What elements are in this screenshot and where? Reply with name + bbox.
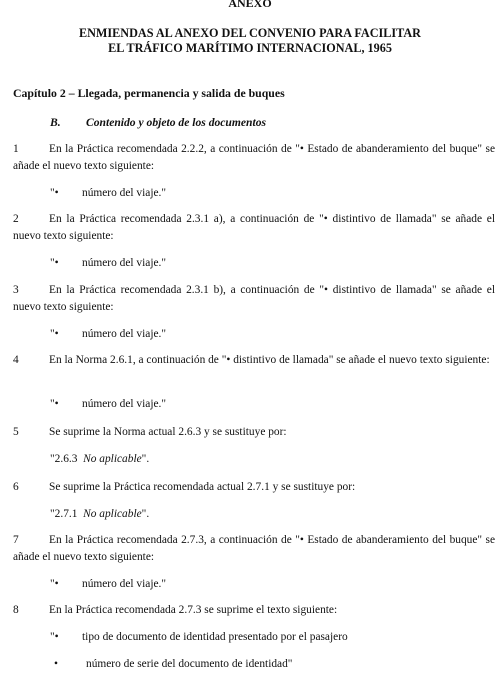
quote-3: [50, 326, 166, 342]
quote-text: número del viaje.": [82, 398, 167, 410]
quote-mark: "•: [50, 631, 59, 643]
paragraph-text: En la Práctica recomendada 2.3.1 b), a continuación de "• distintivo de llamada" se añade el nuevo texto siguiente:: [13, 284, 495, 313]
quote-mark: "•: [50, 257, 59, 269]
title-line-2: EL TRÁFICO MARÍTIMO INTERNACIONAL, 1965: [108, 41, 392, 55]
quote-6: [50, 506, 149, 522]
quote-end: ".: [141, 508, 150, 520]
paragraph-text: Se suprime la Norma actual 2.6.3 y se sustituye por:: [49, 426, 287, 438]
quote-text: número del viaje.": [82, 578, 167, 590]
paragraph-text: En la Norma 2.6.1, a continuación de "• distintivo de llamada" se añade el nuevo texto siguiente:: [49, 354, 490, 366]
section-title: Contenido y objeto de los documentos: [86, 116, 267, 129]
paragraph-4: [13, 352, 495, 369]
quote-7: [50, 576, 166, 592]
quote-mark: "•: [50, 187, 59, 199]
paragraph-number: 7: [13, 534, 19, 546]
quote-5: [50, 451, 149, 467]
paragraph-text: En la Práctica recomendada 2.7.3 se suprime el texto siguiente:: [49, 604, 338, 616]
paragraph-text: En la Práctica recomendada 2.7.3, a continuación de "• Estado de abanderamiento del buque" se añade el nuevo texto siguiente:: [13, 534, 495, 563]
paragraph-8: [13, 602, 495, 619]
paragraph-number: 6: [13, 481, 19, 493]
quote-italic: No aplicable: [83, 508, 142, 520]
paragraph-1: [13, 141, 495, 174]
paragraph-number: 4: [13, 354, 19, 366]
quote-end: ".: [141, 453, 150, 465]
quote-italic: No aplicable: [83, 453, 142, 465]
quote-text: número del viaje.": [82, 257, 167, 269]
paragraph-3: [13, 282, 495, 315]
quote-text: número de serie del documento de identidad": [86, 658, 293, 670]
quote-1: [50, 185, 166, 201]
paragraph-text: En la Práctica recomendada 2.3.1 a), a continuación de "• distintivo de llamada" se añade el nuevo texto siguiente:: [13, 213, 495, 242]
quote-8b: [50, 656, 292, 672]
section-letter: B.: [50, 116, 61, 129]
quote-ref: "2.7.1: [50, 508, 78, 520]
quote-4: [50, 396, 166, 412]
quote-mark: "•: [50, 578, 59, 590]
quote-text: tipo de documento de identidad presentado por el pasajero: [82, 631, 348, 643]
chapter-heading: Capítulo 2 – Llegada, permanencia y salida de buques: [13, 86, 285, 100]
quote-text: número del viaje.": [82, 187, 167, 199]
paragraph-number: 5: [13, 426, 19, 438]
quote-text: número del viaje.": [82, 328, 167, 340]
paragraph-5: [13, 424, 495, 441]
annex-heading: ANEXO: [228, 0, 272, 10]
quote-mark: "•: [50, 328, 59, 340]
paragraph-7: [13, 532, 495, 565]
paragraph-number: 2: [13, 213, 19, 225]
quote-8a: [50, 629, 348, 645]
paragraph-text: En la Práctica recomendada 2.2.2, a continuación de "• Estado de abanderamiento del buque" se añade el nuevo texto siguiente:: [13, 143, 495, 172]
section-heading: [50, 116, 266, 129]
paragraph-6: [13, 479, 495, 496]
paragraph-2: [13, 211, 495, 244]
quote-ref: "2.6.3: [50, 453, 78, 465]
quote-mark: "•: [50, 398, 59, 410]
quote-mark: •: [54, 658, 58, 670]
title-line-1: ENMIENDAS AL ANEXO DEL CONVENIO PARA FACILITAR: [79, 26, 421, 40]
paragraph-number: 3: [13, 284, 19, 296]
paragraph-number: 8: [13, 604, 19, 616]
paragraph-number: 1: [13, 143, 19, 155]
paragraph-text: Se suprime la Práctica recomendada actual 2.7.1 y se sustituye por:: [49, 481, 356, 493]
quote-2: [50, 255, 166, 271]
document-title: [0, 26, 500, 56]
